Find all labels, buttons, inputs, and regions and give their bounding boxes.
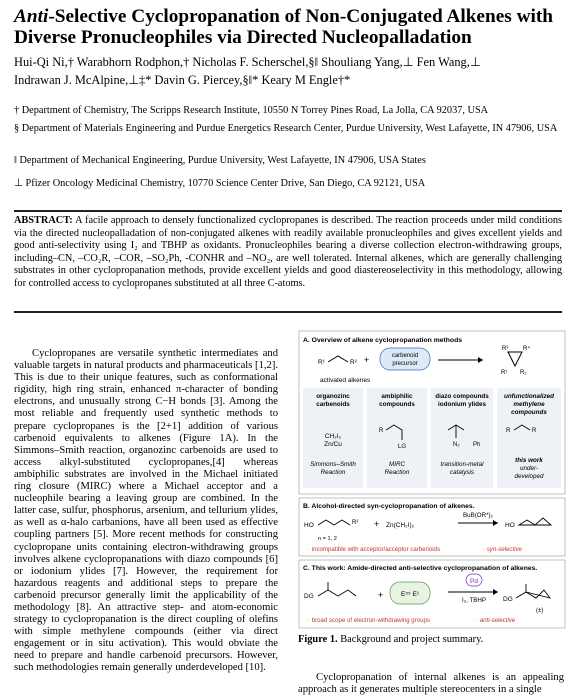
col1-head-1: organozinc bbox=[316, 393, 350, 400]
col4-name-1: this work bbox=[515, 457, 543, 464]
r-label-3: R bbox=[532, 428, 537, 434]
r4-label: R⁴ bbox=[523, 346, 530, 352]
n2-label: N₂ bbox=[453, 442, 460, 448]
affiliation: § Department of Materials Engineering and Purdue Energetics Research Center, Purdue University, West Lafayette, IN 47906, USA bbox=[14, 123, 558, 134]
panel-b-n: n = 1, 2 bbox=[318, 536, 337, 542]
col1-name-1: Simmons–Smith bbox=[310, 461, 356, 468]
col3-head-1: diazo compounds bbox=[435, 393, 489, 400]
product-a-label: (±) bbox=[536, 608, 544, 614]
col4-name-2: under- bbox=[519, 465, 539, 472]
author-line: Indrawan J. McAlpine,⊥‡* Davin G. Piercey,§‖* Keary M Engle†* bbox=[14, 73, 351, 87]
r1-label: R¹ bbox=[318, 359, 325, 366]
affiliation: ‖ Department of Mechanical Engineering, Purdue University, West Lafayette, IN 47906, USA States bbox=[14, 155, 426, 166]
panel-b-title: B. Alcohol-directed syn-cyclopropanation of alkenes. bbox=[303, 503, 475, 510]
body-text-left: Cyclopropanes are versatile synthetic intermediates and valuable targets in natural products and pharmaceuticals [1,2]. This is due to their unique features, such as conformational rigidity, high ring strain, enhanced π-character of bonding electrons, and unusually strong C−H bonds [3]. Among the most reliable and frequently used synthetic methods to prepare cyclopropanes is the [2+1] addition of various carbenoid equivalents to alkenes (Figure 1A). In the Simmons–Smith reaction, organozinc carbenoids are used to access alkyl-substituted cyclopropanes,[4] whereas ambiphilic substrates are involved in the Michael initiated ring closure (MIRC) where a Michael acceptor and a nucleophile bearing a leaving group are combined. In the latter case, sulfur, phosphorus, arsenium, and tellurium ylides, as well as α-halo carbanions, have all been used as effective coupling partners [5]. More recent methods for constructing cyclopropane units containing electron-withdrawing groups involves alkene cyclopropanations with diazo compounds [6] or iodonium ylides [7]. However, the requirement for hazardous reagents and additional steps to prepare the carbenoid precursor generally limit the applicability of the methodology [8]. An attractive step- and atom-economic strategy to cyclopropanation is the direct coupling of olefins with simple methylene compounds (either via direct engagement or in situ activation). This would obviate the need to prepare and handle carbenoid precursors. However, such methodologies remain generally underdeveloped [10]. bbox=[14, 348, 278, 674]
lg-label: LG bbox=[398, 444, 407, 450]
col3-head-2: iodonium ylides bbox=[438, 401, 486, 408]
r2-prod-label: R₂ bbox=[520, 370, 527, 376]
col1-reagent-2: Zn/Cu bbox=[324, 441, 342, 448]
panel-b-note-2: · syn-selective bbox=[483, 546, 522, 553]
r2-label: R² bbox=[350, 359, 357, 366]
col1-head-2: carbenoids bbox=[316, 401, 350, 408]
col2-head-2: compounds bbox=[379, 401, 415, 408]
dg-prod-label: DG bbox=[503, 596, 513, 603]
col4-head-2: methylene bbox=[513, 401, 545, 408]
dg-label: DG bbox=[304, 593, 314, 600]
panel-c-cond: I₂, TBHP bbox=[462, 597, 486, 604]
abstract-label: ABSTRACT: bbox=[14, 215, 73, 226]
body-text-right: Cyclopropanation of internal alkenes is an appealing approach as it generates multiple stereocenters in a single bbox=[298, 672, 564, 696]
panel-a-title: A. Overview of alkene cyclopropanation methods bbox=[303, 337, 463, 344]
col1-name-2: Reaction bbox=[320, 469, 346, 476]
col1-reagent-1: CH₂I₂ bbox=[324, 433, 342, 440]
plus-b: + bbox=[374, 519, 380, 529]
r3-label: R³ bbox=[502, 346, 509, 352]
plus-c: + bbox=[378, 590, 384, 600]
author-list bbox=[14, 53, 562, 89]
panel-b-cond: BuB(OR*)₂ bbox=[463, 512, 493, 519]
panel-c-title: C. This work: Amide-directed anti-selective cyclopropanation of alkenes. bbox=[303, 565, 538, 572]
col2-name-2: Reaction bbox=[384, 469, 410, 476]
col4-head-3: compounds bbox=[511, 409, 547, 416]
col3-name-1: transition-metal bbox=[440, 461, 484, 468]
abstract bbox=[14, 210, 562, 313]
col2-name-1: MIRC bbox=[388, 461, 406, 468]
col4-name-3: developed bbox=[514, 473, 544, 480]
figure-caption bbox=[298, 634, 483, 645]
abstract-text: A facile approach to densely functionalized cyclopropanes is described. The reaction proceeds under mild conditions via the directed nucleopalladation of non-conjugated alkenes with readily available pronucleophiles and gives excellent yields and good anti-selectivity using I₂ and TBHP as oxidants. Pronucleophiles bearing a diverse collection electron-withdrawing groups, including–CN, –CO₂R, –COR, –SO₂Ph, -CONHR and –NO₂, are well tolerated. Internal alkenes, which are generally challenging substrates in other cyclopropanation methods, provide excellent yields and good diastereoselectivity in this methodology, allowing for controlled access to cyclopropanes substituted at all three C-atoms. bbox=[14, 215, 562, 289]
col4-head-1: unfunctionalized bbox=[503, 393, 555, 400]
caption-label: Figure 1. bbox=[298, 634, 338, 645]
pronucleophile-label: E⁵⁵ E¹ bbox=[400, 591, 420, 598]
ho-label: HO bbox=[304, 522, 314, 529]
carbenoid-line2: precursor bbox=[392, 361, 418, 367]
panel-b-reagent: Zn(CH₂I)₂ bbox=[386, 522, 415, 529]
r1-prod-label: R¹ bbox=[501, 370, 508, 376]
panel-c-note-1: · broad scope of electron-withdrawing groups bbox=[308, 617, 430, 624]
plus-sign: + bbox=[364, 355, 370, 365]
pd-label: Pd bbox=[470, 578, 478, 585]
r2-b-label: R² bbox=[352, 520, 359, 526]
figure-1 bbox=[298, 330, 566, 630]
col3-name-2: catalysis bbox=[449, 469, 475, 476]
col2-head-1: ambiphilic bbox=[381, 393, 413, 400]
caption-text: Background and project summary. bbox=[337, 634, 484, 645]
carbenoid-line1: carbenoid bbox=[391, 353, 419, 359]
paper-title: Anti-Selective Cyclopropanation of Non-Conjugated Alkenes with Diverse Pronucleophiles via Directed Nucleopalladation bbox=[14, 6, 554, 48]
ph-label: Ph bbox=[473, 442, 481, 448]
r-label: R bbox=[379, 428, 384, 434]
author-line: Hui-Qi Ni,† Warabhorn Rodphon,† Nicholas F. Scherschel,§‖ Shouliang Yang,⊥ Fen Wang,⊥ bbox=[14, 55, 481, 69]
affiliation: ⊥ Pfizer Oncology Medicinal Chemistry, 10770 Science Center Drive, San Diego, CA 92121, USA bbox=[14, 178, 426, 189]
activated-alkenes-label: activated alkenes bbox=[320, 377, 371, 384]
r-label-2: R bbox=[506, 428, 511, 434]
ho-prod-label: HO bbox=[505, 522, 515, 529]
affiliation: † Department of Chemistry, The Scripps Research Institute, 10550 N Torrey Pines Road, La Jolla, CA 92037, USA bbox=[14, 105, 489, 116]
panel-c-note-2: · anti-selective bbox=[476, 617, 516, 624]
panel-b-note-1: · incompatible with acceptor/acceptor carbenoids bbox=[308, 546, 441, 553]
